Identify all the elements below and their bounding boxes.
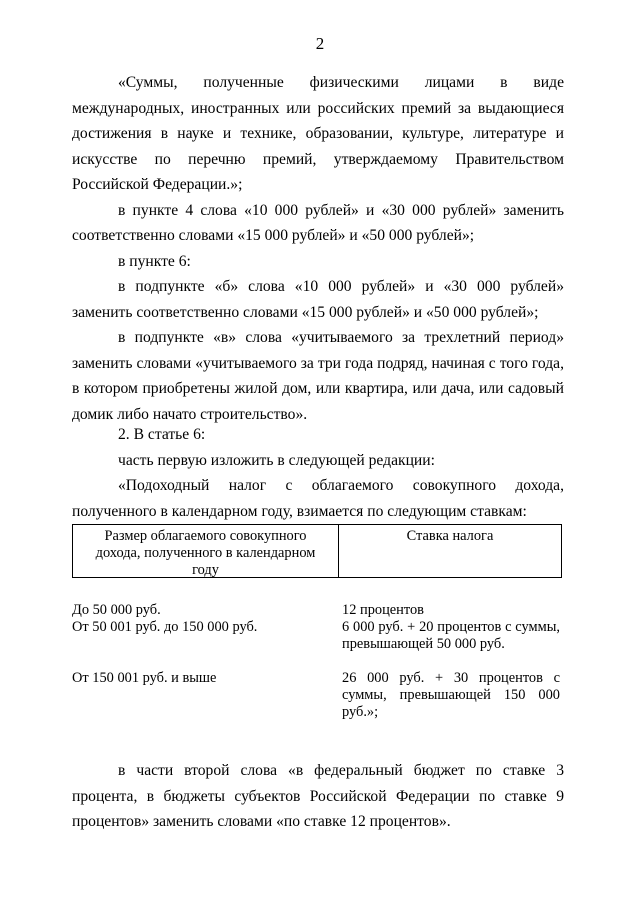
rate-column-header: Ставка налога: [406, 528, 494, 544]
tax-rate-table-header: [72, 524, 562, 578]
tax-rate-value: 26 000 руб. + 30 процентов с суммы, превышающей 150 000 руб.»;: [342, 670, 560, 720]
income-bracket: От 150 001 руб. и выше: [72, 670, 217, 686]
paragraph: «Суммы, полученные физическими лицами в виде международных, иностранных или российских премий за выдающиеся достижения в науке и технике, образовании, культуре, литературе и искусстве по перечню премий, утверждаемому Правительством Российской Федерации.»;: [72, 74, 564, 193]
paragraph: часть первую изложить в следующей редакции:: [118, 451, 435, 469]
tax-rate-value: 12 процентов: [342, 602, 424, 618]
paragraph: в подпункте «в» слова «учитываемого за трехлетний период» заменить словами «учитываемого за три года подряд, начиная с того года, в котором приобретены жилой дом, или квартира, или дача, или садовый домик либо начато строительство».: [72, 329, 564, 423]
paragraph: в части второй слова «в федеральный бюджет по ставке 3 процента, в бюджеты субъектов Российской Федерации по ставке 9 процентов» заменить словами «по ставке 12 процентов».: [72, 762, 564, 830]
income-bracket: До 50 000 руб.: [72, 602, 161, 618]
tax-rate-value: 6 000 руб. + 20 процентов с суммы, превышающей 50 000 руб.: [342, 619, 560, 652]
income-bracket: От 50 001 руб. до 150 000 руб.: [72, 619, 258, 635]
amendment-text-article-6: [72, 422, 564, 524]
paragraph: в подпункте «б» слова «10 000 рублей» и «30 000 рублей» заменить соответственно словами «15 000 рублей» и «50 000 рублей»;: [72, 278, 564, 321]
paragraph: в пункте 4 слова «10 000 рублей» и «30 000 рублей» заменить соответственно словами «15 000 рублей» и «50 000 рублей»;: [72, 201, 564, 244]
page-number: 2: [315, 34, 325, 53]
amendment-text-bottom: [72, 758, 564, 835]
paragraph: «Подоходный налог с облагаемого совокупного дохода, полученного в календарном году, взимается по следующим ставкам:: [72, 477, 564, 520]
paragraph: 2. В статье 6:: [118, 426, 206, 443]
income-column-header: Размер облагаемого совокупного дохода, полученного в календарном году: [73, 525, 339, 577]
amendment-text-top: [72, 70, 564, 427]
paragraph: в пункте 6:: [118, 252, 191, 270]
